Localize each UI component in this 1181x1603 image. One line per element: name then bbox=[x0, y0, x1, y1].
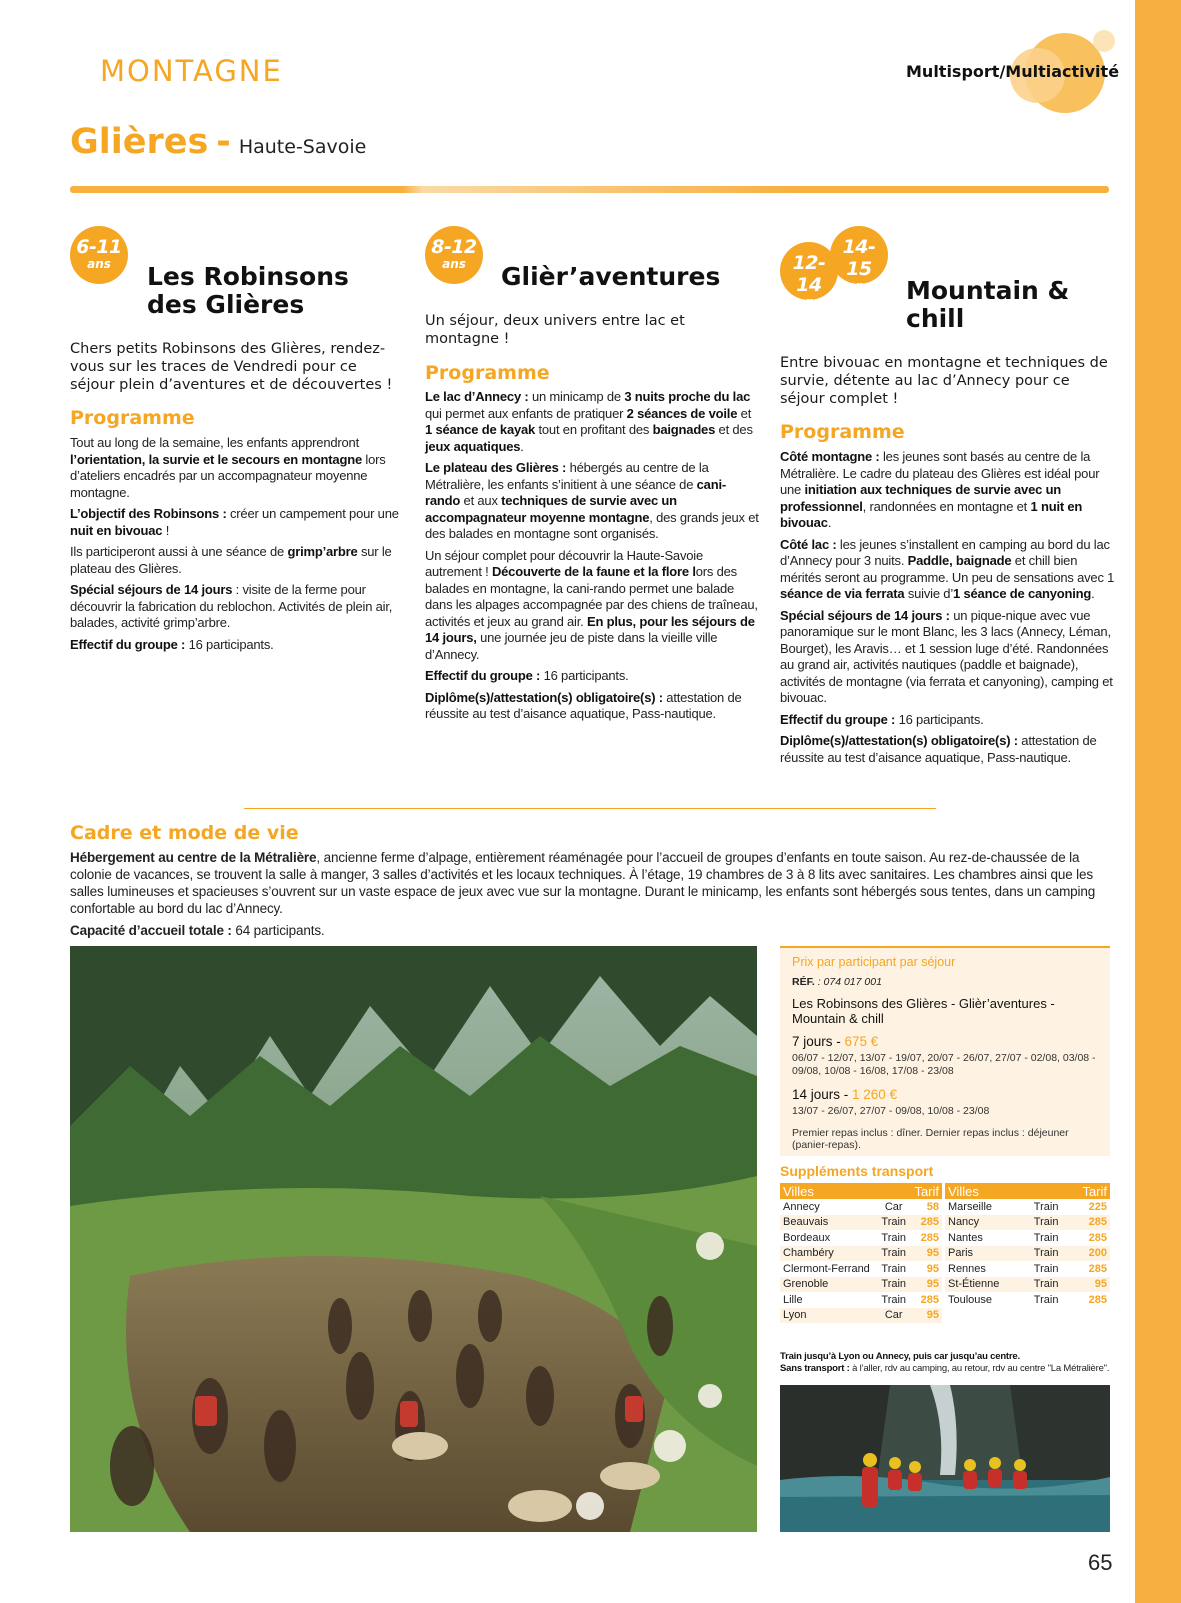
text-run: . bbox=[1091, 586, 1095, 601]
photo-dog-hike bbox=[70, 946, 757, 1532]
price-stay-names: Les Robinsons des Glières - Glièr’aventures - Mountain & chill bbox=[792, 996, 1055, 1026]
stay-title: Mountain & chill bbox=[906, 276, 1070, 333]
age-unit: ans bbox=[797, 295, 821, 309]
text-run: créer un campement pour une bbox=[226, 506, 399, 521]
text-run: un pique-nique avec vue panoramique sur le mont Blanc, les 3 lacs (Annecy, Léman, Bourget), les Aravis… et 1 session luge d’été. Randonnées au grand air, activités nautiques (paddle et baignade), activités de montagne (via ferrata et canyoning), camping et bivouac. bbox=[780, 607, 1113, 705]
text-run: les jeunes sont basés au centre de la Métralière. Le cadre du plateau des Glières est idéal pour une bbox=[780, 449, 1100, 497]
age-unit: ans bbox=[847, 279, 871, 293]
text-run: ! bbox=[162, 522, 170, 538]
cell-price: 285 bbox=[1088, 1231, 1107, 1244]
table-row bbox=[945, 1261, 1110, 1277]
cell-price: 58 bbox=[926, 1200, 939, 1213]
cell-city: St-Étienne bbox=[945, 1277, 1025, 1293]
cell-city: Chambéry bbox=[780, 1246, 878, 1262]
text-run: Ils participeront aussi à une séance de bbox=[70, 544, 288, 559]
paragraph bbox=[70, 506, 402, 539]
reference-label: RÉF. bbox=[792, 976, 815, 988]
cell-city: Lille bbox=[783, 1293, 803, 1306]
cell-mode: Train bbox=[881, 1262, 907, 1275]
bold-text: séance de via ferrata bbox=[780, 586, 905, 601]
table-row bbox=[780, 1308, 942, 1324]
photo-illustration bbox=[780, 1385, 1110, 1532]
text-run: lors d’ateliers encadrés par un accompagnateur moyenne montagne. bbox=[70, 451, 386, 500]
bold-text: Capacité d’accueil totale : bbox=[70, 923, 232, 938]
cell-city: Rennes bbox=[948, 1262, 986, 1275]
program-heading: Programme bbox=[70, 407, 195, 429]
paragraph bbox=[70, 849, 1110, 917]
paragraph bbox=[425, 460, 760, 543]
bold-text: Diplôme(s)/attestation(s) obligatoire(s) : bbox=[425, 689, 663, 705]
age-range: 12-14 bbox=[792, 252, 826, 296]
cell-mode: Train bbox=[1033, 1293, 1059, 1306]
stay-title: Les Robinsons des Glières bbox=[147, 262, 349, 319]
price-dates: 13/07 - 26/07, 27/07 - 09/08, 10/08 - 23/08 bbox=[792, 1105, 990, 1117]
photo-canyoning bbox=[780, 1385, 1110, 1532]
destination-name: Glières bbox=[70, 122, 209, 162]
transport-note-line1: Train jusqu’à Lyon ou Annecy, puis car jusqu’au centre. bbox=[780, 1351, 1020, 1362]
cell-price: 95 bbox=[910, 1246, 942, 1262]
photo-illustration bbox=[70, 946, 757, 1532]
cell-price: 95 bbox=[926, 1262, 939, 1275]
bold-text: 2 séances de voile bbox=[626, 405, 738, 421]
age-badge bbox=[70, 226, 128, 284]
bold-text: Le lac d’Annecy : bbox=[425, 389, 529, 404]
paragraph bbox=[70, 922, 1110, 939]
cell-city: Nantes bbox=[948, 1231, 983, 1244]
region-name: Haute-Savoie bbox=[238, 136, 367, 158]
cadre-body bbox=[70, 849, 1110, 944]
bold-text: 1 séance de canyoning bbox=[953, 586, 1092, 601]
page-number: 65 bbox=[1088, 1550, 1113, 1575]
cell-mode: Train bbox=[1033, 1231, 1059, 1244]
text-run: suivie d’ bbox=[904, 586, 954, 601]
table-row bbox=[945, 1292, 1110, 1308]
price-dates: 06/07 - 12/07, 13/07 - 19/07, 20/07 - 26/07, 27/07 - 02/08, 03/08 - 09/08, 10/08 - 16/08, 17/08 - 23/08 bbox=[792, 1052, 1096, 1077]
bold-text: grimp’arbre bbox=[287, 544, 358, 559]
age-range: 6-11 bbox=[76, 236, 122, 258]
cell-mode: Train bbox=[1033, 1200, 1059, 1213]
bold-text: Découverte de la faune et la flore l bbox=[491, 564, 696, 579]
section-label: MONTAGNE bbox=[100, 54, 283, 88]
cell-mode: Train bbox=[881, 1231, 907, 1244]
cell-mode: Train bbox=[1033, 1262, 1059, 1275]
category-badge bbox=[900, 30, 1135, 110]
decor-circle bbox=[1093, 30, 1115, 52]
text-run: attestation de réussite au test d’aisance aquatique, Pass-nautique. bbox=[780, 733, 1097, 765]
table-row bbox=[945, 1230, 1110, 1246]
text-run: un minicamp de bbox=[528, 389, 625, 404]
bold-text: l’orientation, la survie et le secours en montagne bbox=[70, 451, 362, 467]
table-row bbox=[780, 1292, 942, 1308]
paragraph bbox=[780, 537, 1115, 603]
text-run: attestation de réussite au test d’aisance aquatique, Pass-nautique. bbox=[425, 689, 742, 721]
price-option bbox=[792, 1087, 1098, 1102]
section-divider bbox=[244, 808, 936, 809]
text-run: une journée jeu de piste dans la vieille ville d’Annecy. bbox=[425, 630, 718, 662]
cell-mode: Train bbox=[1025, 1277, 1068, 1293]
price-heading: Prix par participant par séjour bbox=[792, 955, 956, 969]
transport-table-right bbox=[945, 1183, 1110, 1308]
text-run: et bbox=[737, 405, 752, 421]
supplements-heading: Suppléments transport bbox=[780, 1163, 934, 1179]
price-separator: - bbox=[840, 1087, 853, 1102]
cell-price: 285 bbox=[920, 1231, 939, 1244]
paragraph bbox=[425, 690, 760, 723]
cell-price: 95 bbox=[910, 1277, 942, 1293]
col-price: Tarif bbox=[910, 1183, 942, 1199]
cell-mode: Car bbox=[878, 1308, 910, 1324]
bold-text: Effectif du groupe : bbox=[780, 711, 896, 727]
cell-mode: Train bbox=[1025, 1215, 1068, 1231]
bold-text: Côté montagne : bbox=[780, 449, 880, 464]
bold-text: Le plateau des Glières : bbox=[425, 460, 567, 475]
category-label: Multisport/Multiactivité bbox=[906, 62, 1120, 81]
text-run: 16 participants. bbox=[185, 636, 274, 652]
bold-text: Paddle, baignade bbox=[907, 553, 1012, 568]
age-unit: ans bbox=[442, 257, 466, 271]
cell-city: Toulouse bbox=[948, 1293, 993, 1306]
stay-intro: Entre bivouac en montagne et techniques de survie, détente au lac d’Annecy pour ce séjour complet ! bbox=[780, 355, 1108, 407]
table-row bbox=[780, 1199, 942, 1215]
text-run: sur le plateau des Glières. bbox=[70, 544, 392, 576]
bold-text: jeux aquatiques bbox=[425, 438, 521, 454]
text-run: . bbox=[827, 515, 832, 530]
age-unit: ans bbox=[87, 257, 111, 271]
bold-text: baignades bbox=[652, 422, 716, 437]
transport-table-left bbox=[780, 1183, 942, 1323]
paragraph bbox=[780, 608, 1115, 707]
stay-intro: Chers petits Robinsons des Glières, rendez-vous sur les traces de Vendredi pour ce séjour plein d’aventures et de découvertes ! bbox=[70, 341, 393, 393]
paragraph bbox=[425, 389, 760, 455]
bold-text: Hébergement au centre de la Métralière bbox=[70, 850, 317, 865]
text-run: , randonnées en montagne et bbox=[862, 498, 1031, 514]
cell-city: Paris bbox=[945, 1246, 1025, 1262]
text-run: , des grands jeux et des balades en montagne sont organisés. bbox=[425, 509, 759, 541]
cell-price: 200 bbox=[1067, 1246, 1110, 1262]
duration: 14 jours bbox=[792, 1087, 841, 1102]
text-run: Tout au long de la semaine, les enfants apprendront bbox=[70, 435, 360, 450]
bold-text: L’objectif des Robinsons : bbox=[70, 506, 227, 521]
text-run: . bbox=[520, 438, 524, 454]
title-rule bbox=[70, 186, 1109, 193]
table-row bbox=[945, 1246, 1110, 1262]
bold-text: Diplôme(s)/attestation(s) obligatoire(s) : bbox=[780, 733, 1018, 748]
price-amount: 675 € bbox=[844, 1034, 879, 1049]
reference bbox=[792, 976, 1098, 988]
bold-text: techniques de survie avec un accompagnateur moyenne montagne bbox=[425, 493, 677, 525]
table-header-row bbox=[780, 1183, 942, 1199]
cell-city: Lyon bbox=[780, 1308, 878, 1324]
cell-price: 285 bbox=[1067, 1215, 1110, 1231]
price-box bbox=[780, 946, 1110, 1156]
text-run: qui permet aux enfants de pratiquer bbox=[425, 405, 627, 421]
cell-mode: Train bbox=[878, 1215, 910, 1231]
paragraph bbox=[425, 668, 760, 685]
program-body bbox=[780, 449, 1115, 771]
bold-text: En plus, pour les séjours de 14 jours, bbox=[425, 613, 755, 645]
col-price: Tarif bbox=[1067, 1183, 1110, 1199]
bold-text: Effectif du groupe : bbox=[425, 668, 541, 683]
text-run: 16 participants. bbox=[895, 711, 984, 727]
cell-city: Bordeaux bbox=[783, 1231, 831, 1244]
age-range: 14-15 bbox=[842, 236, 876, 280]
reference-value: : 074 017 001 bbox=[817, 976, 882, 988]
table-row bbox=[780, 1261, 942, 1277]
table-row bbox=[780, 1215, 942, 1231]
paragraph bbox=[780, 449, 1115, 532]
table-row bbox=[945, 1215, 1110, 1231]
cell-city: Beauvais bbox=[780, 1215, 878, 1231]
text-run: les jeunes s’installent en camping au bord du lac d’Annecy pour 3 nuits. bbox=[780, 536, 1110, 568]
program-heading: Programme bbox=[425, 362, 550, 384]
transport-note-label: Sans transport : bbox=[780, 1363, 850, 1374]
cell-mode: Train bbox=[1025, 1246, 1068, 1262]
text-run: hébergés au centre de la Métralière, les enfants s’initient à une séance de bbox=[425, 460, 709, 492]
bold-text: 3 nuits proche du lac bbox=[624, 389, 751, 404]
transport-note-line2: à l’aller, rdv au camping, au retour, rdv au centre "La Métralière". bbox=[849, 1363, 1110, 1374]
cell-price: 95 bbox=[1067, 1277, 1110, 1293]
text-run: 64 participants. bbox=[231, 923, 325, 938]
text-run: tout en profitant des bbox=[535, 422, 653, 437]
cell-city: Grenoble bbox=[780, 1277, 878, 1293]
program-body bbox=[425, 389, 760, 728]
cell-mode: Car bbox=[884, 1200, 903, 1213]
cadre-heading: Cadre et mode de vie bbox=[70, 822, 299, 844]
col-mode bbox=[1025, 1183, 1068, 1199]
bold-text: Effectif du groupe : bbox=[70, 636, 186, 652]
stay-intro: Un séjour, deux univers entre lac et montagne ! bbox=[425, 313, 685, 347]
age-badge bbox=[830, 226, 888, 293]
age-badge bbox=[425, 226, 483, 284]
price-separator: - bbox=[832, 1034, 845, 1049]
duration: 7 jours bbox=[792, 1034, 833, 1049]
table-header-row bbox=[945, 1183, 1110, 1199]
page-title bbox=[70, 122, 366, 162]
paragraph bbox=[70, 582, 402, 632]
cell-city: Annecy bbox=[783, 1200, 820, 1213]
col-mode bbox=[878, 1183, 910, 1199]
table-row bbox=[780, 1230, 942, 1246]
cell-price: 225 bbox=[1088, 1200, 1107, 1213]
bold-text: Spécial séjours de 14 jours : bbox=[780, 607, 950, 623]
col-city: Villes bbox=[780, 1183, 878, 1199]
table-row bbox=[945, 1277, 1110, 1293]
stay-title: Glièr’aventures bbox=[501, 262, 721, 291]
transport-note bbox=[780, 1351, 1110, 1375]
table-row bbox=[780, 1246, 942, 1262]
page-edge-band bbox=[1135, 0, 1181, 1603]
paragraph bbox=[70, 544, 402, 577]
bold-text: nuit en bivouac bbox=[70, 522, 163, 538]
cell-price: 285 bbox=[920, 1293, 939, 1306]
bold-text: 1 nuit en bivouac bbox=[780, 498, 1083, 530]
cell-mode: Train bbox=[878, 1246, 910, 1262]
table-row bbox=[780, 1277, 942, 1293]
cell-price: 95 bbox=[910, 1308, 942, 1324]
text-run: et des bbox=[715, 422, 753, 437]
bold-text: Côté lac : bbox=[780, 536, 837, 552]
text-run: Un séjour complet pour découvrir la Haute-Savoie autrement ! bbox=[425, 547, 703, 579]
cell-city: Nancy bbox=[945, 1215, 1025, 1231]
text-run: , ancienne ferme d’alpage, entièrement réaménagée pour l’accueil de groupes d’enfants en toute saison. Au rez-de-chaussée de la colonie de vacances, se trouvent la salle à manger, 3 salles d’activités et les locaux techniques. À l’étage, 19 chambres de 3 à 8 lits avec sanitaires. Les chambres ainsi que les salles lumineuses et spacieuses s’ouvrent sur un vaste espace de jeux avec vue sur la montagne. Durant le minicamp, les enfants sont hébergés sous tentes, dans un camping confortable au bord du lac d’Annecy. bbox=[70, 850, 1096, 916]
bold-text: cani-rando bbox=[425, 476, 726, 508]
cell-price: 285 bbox=[910, 1215, 942, 1231]
text-run: et aux bbox=[460, 493, 502, 508]
bold-text: initiation aux techniques de survie avec un professionnel bbox=[780, 482, 1062, 514]
cell-price: 285 bbox=[1088, 1293, 1107, 1306]
text-run: et chill bien mérités seront au programme. Un peu de sensations avec 1 bbox=[780, 553, 1115, 585]
paragraph bbox=[70, 637, 402, 654]
bold-text: 1 séance de kayak bbox=[425, 422, 536, 437]
bold-text: Spécial séjours de 14 jours bbox=[70, 582, 233, 597]
paragraph bbox=[780, 712, 1115, 729]
meals-note: Premier repas inclus : dîner. Dernier repas inclus : déjeuner (panier-repas). bbox=[792, 1127, 1069, 1151]
program-body bbox=[70, 435, 402, 658]
paragraph bbox=[425, 548, 760, 664]
title-separator: - bbox=[216, 122, 231, 162]
cell-mode: Train bbox=[878, 1277, 910, 1293]
cell-city: Clermont-Ferrand bbox=[783, 1262, 870, 1275]
paragraph bbox=[780, 733, 1115, 766]
text-run: : visite de la ferme pour découvrir la fabrication du reblochon. Activités de plein air, balades, activité grimp’arbre. bbox=[70, 582, 393, 630]
cell-mode: Train bbox=[881, 1293, 907, 1306]
price-option bbox=[792, 1034, 1098, 1049]
cell-city: Marseille bbox=[948, 1200, 993, 1213]
program-heading: Programme bbox=[780, 421, 905, 443]
paragraph bbox=[70, 435, 402, 501]
text-run: ors des balades en montagne, la cani-rando permet une balade dans les alpages accompagnée par des chiens de traîneau, activités et jeux au grand air. bbox=[425, 564, 758, 629]
price-amount: 1 260 € bbox=[852, 1087, 898, 1102]
text-run: 16 participants. bbox=[540, 668, 629, 683]
table-row bbox=[945, 1199, 1110, 1215]
cell-price: 285 bbox=[1088, 1262, 1107, 1275]
age-range: 8-12 bbox=[431, 236, 477, 258]
col-city: Villes bbox=[945, 1183, 1025, 1199]
